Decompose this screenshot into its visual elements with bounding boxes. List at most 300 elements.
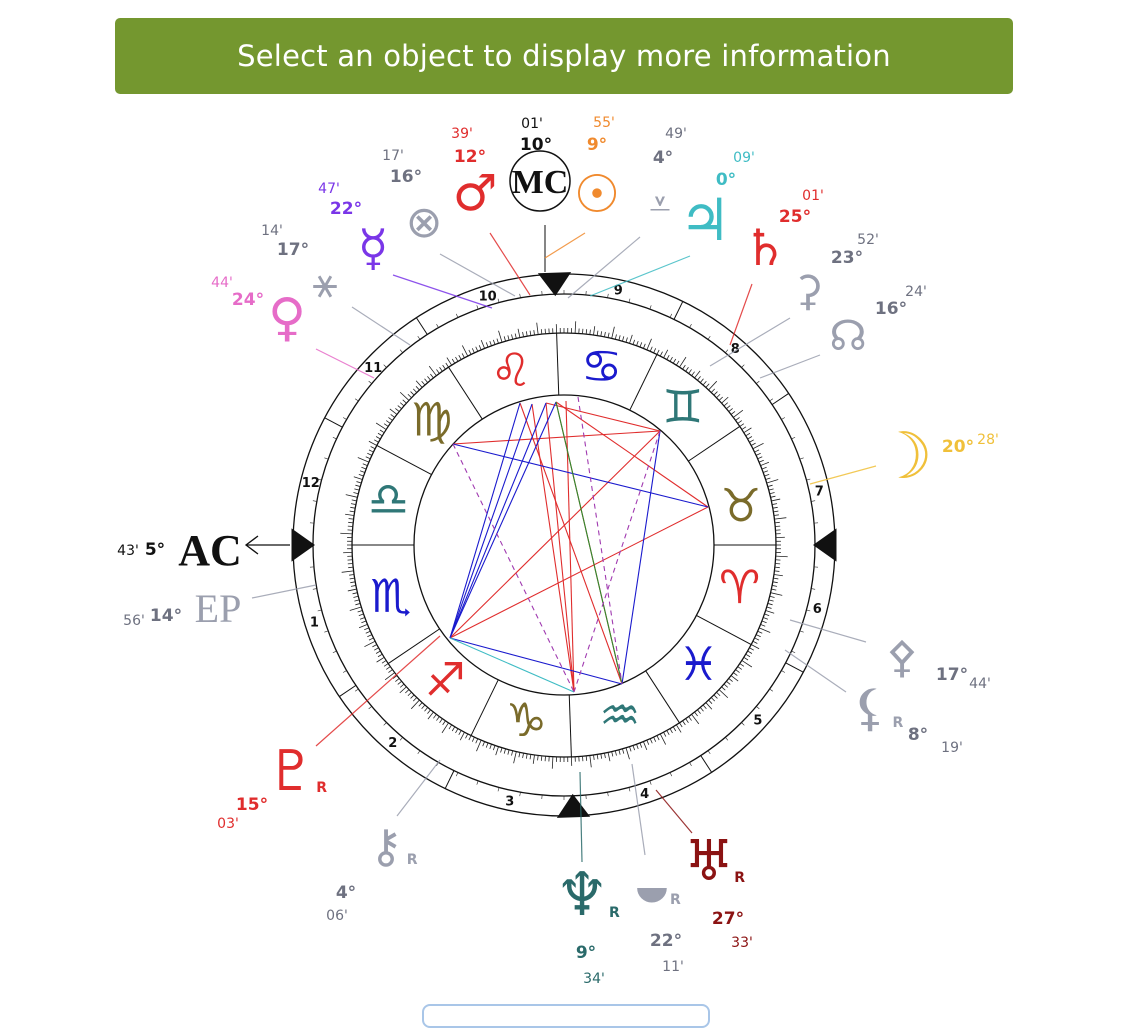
degree-tick xyxy=(612,327,615,339)
degree-tick xyxy=(367,453,372,455)
minute-label: 55' xyxy=(593,115,615,131)
degree-tick xyxy=(367,635,372,637)
degree-tick xyxy=(359,474,364,476)
axis-arrow xyxy=(557,794,590,818)
degree-tick xyxy=(427,376,430,380)
retrograde-mark: R xyxy=(670,892,681,908)
house-tick xyxy=(313,589,317,590)
degree-tick xyxy=(654,737,656,742)
house-tick xyxy=(806,479,810,480)
degree-tick xyxy=(633,745,635,750)
degree-tick xyxy=(736,670,740,673)
degree-tick xyxy=(733,673,737,676)
degree-tick xyxy=(766,478,771,480)
aspect-line xyxy=(556,402,622,684)
minute-label: 34' xyxy=(583,971,605,987)
degree-tick xyxy=(416,386,419,390)
degree-label: 8° xyxy=(908,725,928,745)
degree-tick xyxy=(753,641,757,643)
degree-tick xyxy=(771,593,783,596)
degree-tick xyxy=(377,657,385,662)
degree-tick xyxy=(443,365,446,369)
degree-tick xyxy=(711,389,714,393)
degree-tick xyxy=(751,645,759,649)
degree-tick xyxy=(376,651,380,654)
ceres-icon[interactable]: ⚳ xyxy=(793,266,824,315)
degree-tick xyxy=(508,335,509,340)
axis-arrow xyxy=(813,528,836,561)
degree-tick xyxy=(722,687,726,690)
degree-tick xyxy=(360,618,365,620)
neptune-icon[interactable]: ♆ xyxy=(555,860,609,930)
house-tick xyxy=(418,751,420,754)
degree-tick xyxy=(647,339,652,350)
house-number-4: 4 xyxy=(640,787,649,802)
degree-tick xyxy=(608,333,609,338)
degree-tick xyxy=(518,329,520,338)
degree-tick xyxy=(615,751,616,756)
aspect-line xyxy=(450,431,660,638)
house-tick xyxy=(520,294,521,298)
degree-tick xyxy=(771,496,776,497)
degree-tick xyxy=(398,406,402,409)
degree-tick xyxy=(340,533,352,534)
degree-tick xyxy=(413,698,416,702)
degree-tick xyxy=(709,700,712,704)
degree-tick xyxy=(350,607,361,611)
cusp-line xyxy=(449,367,483,419)
degree-tick xyxy=(359,614,364,616)
degree-tick xyxy=(486,342,488,347)
degree-tick xyxy=(356,482,361,483)
degree-tick xyxy=(657,350,659,354)
sign-scorpio[interactable]: ♏ xyxy=(370,569,411,623)
degree-tick xyxy=(742,427,746,430)
degree-tick xyxy=(472,737,474,742)
sign-gemini[interactable]: ♊ xyxy=(662,379,703,433)
degree-tick xyxy=(472,348,474,353)
sign-pisces[interactable]: ♓ xyxy=(678,637,719,691)
degree-tick xyxy=(371,446,375,448)
degree-tick xyxy=(436,369,439,373)
cusp-line-outer xyxy=(339,685,356,696)
degree-tick xyxy=(726,681,730,684)
degree-tick xyxy=(764,474,769,476)
degree-tick xyxy=(746,433,750,436)
mercury-icon[interactable]: ☿ xyxy=(358,219,389,277)
pallas-icon[interactable]: ⚴ xyxy=(886,632,918,683)
degree-tick xyxy=(499,331,503,342)
degree-tick xyxy=(746,654,750,657)
degree-tick xyxy=(469,350,471,354)
house-tick xyxy=(477,305,478,309)
jupiter-icon[interactable]: ♃ xyxy=(679,186,731,254)
degree-tick xyxy=(374,440,378,442)
degree-tick xyxy=(354,600,359,601)
degree-tick xyxy=(530,331,531,336)
degree-tick xyxy=(526,331,527,336)
degree-tick xyxy=(731,676,738,682)
degree-tick xyxy=(355,603,360,604)
connector-line xyxy=(397,760,440,816)
minute-label: 14' xyxy=(261,223,283,239)
node-south-icon[interactable]: ⊗ xyxy=(406,197,443,248)
degree-tick xyxy=(748,437,752,440)
aspect-line xyxy=(574,431,660,692)
chiron-icon[interactable]: ⚷ xyxy=(369,819,403,873)
venus-object[interactable] xyxy=(211,275,374,378)
degree-tick xyxy=(673,359,676,363)
degree-tick xyxy=(514,752,517,764)
degree-label: 16° xyxy=(875,299,907,319)
degree-label: 27° xyxy=(712,909,744,929)
degree-tick xyxy=(774,571,779,572)
sign-cancer[interactable]: ♋ xyxy=(581,339,622,393)
house-tick xyxy=(800,458,804,459)
degree-tick xyxy=(443,721,446,725)
saturn-icon[interactable]: ♄ xyxy=(743,219,788,277)
degree-tick xyxy=(689,369,692,373)
degree-tick xyxy=(446,363,449,367)
degree-tick xyxy=(695,371,701,378)
degree-tick xyxy=(643,742,646,750)
venus-icon[interactable]: ♀ xyxy=(268,288,306,348)
degree-tick xyxy=(770,493,775,494)
degree-tick xyxy=(428,712,434,719)
degree-tick xyxy=(667,355,669,359)
house-tick xyxy=(384,722,387,725)
connector-line xyxy=(252,585,316,598)
degree-tick xyxy=(400,687,407,693)
cusp-line-outer xyxy=(786,663,804,672)
degree-tick xyxy=(427,710,430,714)
degree-tick xyxy=(515,334,516,339)
degree-tick xyxy=(650,347,652,352)
degree-tick xyxy=(459,730,461,734)
house-number-10: 10 xyxy=(479,289,497,304)
ac-object[interactable] xyxy=(117,526,290,575)
house-number-7: 7 xyxy=(815,485,824,500)
degree-tick xyxy=(763,471,768,473)
degree-tick xyxy=(433,714,436,718)
degree-tick xyxy=(384,664,388,667)
degree-tick xyxy=(660,352,662,356)
degree-tick xyxy=(706,703,712,710)
axis-arrow xyxy=(292,528,315,561)
degree-tick xyxy=(654,348,656,353)
mars-icon[interactable]: ♂ xyxy=(453,164,498,222)
retrograde-mark: R xyxy=(407,852,418,868)
degree-label: 17° xyxy=(277,240,309,260)
degree-tick xyxy=(767,480,778,484)
degree-tick xyxy=(740,424,744,427)
aspect-line xyxy=(453,431,660,444)
degree-tick xyxy=(755,638,759,640)
house-tick xyxy=(456,772,458,776)
degree-tick xyxy=(751,443,755,445)
degree-tick xyxy=(744,428,752,433)
degree-tick xyxy=(342,571,354,572)
sign-virgo[interactable]: ♍ xyxy=(411,393,452,447)
aspect-line xyxy=(578,397,622,684)
degree-tick xyxy=(508,750,509,755)
juno-icon[interactable]: ⚹ xyxy=(312,258,337,307)
degree-tick xyxy=(601,754,602,759)
degree-tick xyxy=(736,417,740,420)
degree-tick xyxy=(726,406,730,409)
house-numbers xyxy=(302,284,824,810)
aspect-lines xyxy=(450,397,708,692)
degree-tick xyxy=(604,753,605,758)
degree-tick xyxy=(419,703,422,707)
aspect-line xyxy=(450,402,556,638)
degree-tick xyxy=(388,670,392,673)
degree-tick xyxy=(349,575,354,576)
house-number-11: 11 xyxy=(364,361,382,376)
degree-tick xyxy=(673,727,676,731)
degree-label: 10° xyxy=(520,135,552,155)
chart-objects xyxy=(117,115,999,987)
degree-tick xyxy=(348,589,357,591)
degree-tick xyxy=(762,621,767,623)
degree-tick xyxy=(738,667,742,670)
degree-tick xyxy=(731,411,735,414)
mars-object[interactable] xyxy=(451,126,530,295)
degree-tick xyxy=(376,437,380,440)
degree-tick xyxy=(460,732,464,740)
degree-label: 4° xyxy=(336,883,356,903)
minute-label: 01' xyxy=(802,188,824,204)
connector-line xyxy=(440,254,515,296)
house-tick xyxy=(629,787,630,791)
minute-label: 19' xyxy=(941,740,963,756)
degree-tick xyxy=(773,511,778,512)
vesta-icon[interactable]: ⩡ xyxy=(649,182,670,226)
pholus-icon[interactable]: ⯋ xyxy=(636,866,668,912)
degree-tick xyxy=(700,707,703,711)
degree-tick xyxy=(350,582,355,583)
uranus-object[interactable] xyxy=(656,790,753,951)
degree-tick xyxy=(657,736,659,740)
degree-label: 9° xyxy=(576,943,596,963)
house-tick xyxy=(418,336,420,339)
house-tick xyxy=(708,751,710,754)
degree-tick xyxy=(408,692,412,695)
degree-label: 0° xyxy=(716,170,736,190)
degree-tick xyxy=(756,635,761,637)
degree-tick xyxy=(630,747,632,752)
degree-tick xyxy=(350,511,355,512)
degree-tick xyxy=(706,384,709,388)
north-node-icon[interactable]: ☊ xyxy=(829,311,866,360)
degree-tick xyxy=(416,381,422,388)
connector-line xyxy=(545,233,585,258)
degree-tick xyxy=(647,740,649,745)
ep-icon[interactable]: EP xyxy=(195,586,242,631)
minute-label: 47' xyxy=(318,181,340,197)
sign-leo[interactable]: ♌ xyxy=(490,343,531,397)
degree-tick xyxy=(590,330,591,335)
degree-tick xyxy=(504,749,505,754)
degree-tick xyxy=(759,628,770,633)
degree-tick xyxy=(351,504,356,505)
degree-tick xyxy=(483,742,485,747)
cusp-line-outer xyxy=(701,756,712,773)
house-tick xyxy=(369,706,372,709)
degree-tick xyxy=(683,365,686,369)
info-banner[interactable]: Select an object to display more information xyxy=(115,18,1013,94)
degree-tick xyxy=(597,331,598,336)
sign-aries[interactable]: ♈ xyxy=(719,560,760,614)
degree-tick xyxy=(378,433,382,436)
degree-tick xyxy=(758,457,763,459)
sign-sagittarius[interactable]: ♐ xyxy=(425,653,466,707)
degree-tick xyxy=(667,730,669,734)
degree-tick xyxy=(369,450,373,452)
degree-tick xyxy=(462,353,464,357)
degree-tick xyxy=(756,453,761,455)
degree-tick xyxy=(526,754,527,759)
degree-tick xyxy=(361,467,366,469)
house-number-3: 3 xyxy=(505,794,514,809)
degree-tick xyxy=(541,329,542,334)
house-tick xyxy=(477,781,478,785)
sign-libra[interactable]: ♎ xyxy=(368,472,409,526)
degree-tick xyxy=(355,485,360,486)
minute-label: 44' xyxy=(969,676,991,692)
degree-tick xyxy=(719,397,723,400)
degree-tick xyxy=(425,707,428,711)
degree-tick xyxy=(476,347,478,352)
north-node-object[interactable] xyxy=(760,284,927,378)
house-tick xyxy=(608,294,609,298)
sun-icon[interactable]: ☉ xyxy=(574,165,621,225)
degree-label: 24° xyxy=(232,290,264,310)
house-tick xyxy=(670,772,672,776)
degree-label: 25° xyxy=(779,207,811,227)
house-tick xyxy=(690,324,692,327)
degree-tick xyxy=(447,358,452,366)
degree-tick xyxy=(349,519,354,520)
degree-tick xyxy=(469,736,471,740)
moon-icon[interactable]: ☽ xyxy=(875,420,932,494)
degree-tick xyxy=(363,464,368,466)
cusp-line xyxy=(557,333,559,395)
ac-icon[interactable]: AC xyxy=(178,526,242,575)
ep-object[interactable] xyxy=(123,585,316,631)
degree-tick xyxy=(366,631,371,633)
degree-tick xyxy=(586,756,587,761)
degree-tick xyxy=(637,341,639,346)
degree-tick xyxy=(360,471,365,473)
degree-tick xyxy=(640,342,642,347)
house-cusps xyxy=(292,272,837,818)
degree-tick xyxy=(440,719,443,723)
degree-tick xyxy=(773,582,778,583)
degree-tick xyxy=(676,361,679,365)
degree-tick xyxy=(490,744,492,749)
degree-tick xyxy=(504,336,505,341)
degree-tick xyxy=(449,725,452,729)
degree-tick xyxy=(353,596,358,597)
minute-label: 49' xyxy=(665,126,687,142)
cusp-line-outer xyxy=(772,393,789,404)
degree-tick xyxy=(749,648,753,650)
degree-tick xyxy=(768,485,773,486)
minute-label: 44' xyxy=(211,275,233,291)
uranus-icon[interactable]: ♅ xyxy=(684,829,734,894)
degree-tick xyxy=(352,500,357,501)
degree-tick xyxy=(452,359,455,363)
degree-tick xyxy=(749,440,753,442)
degree-tick xyxy=(351,585,356,586)
house-number-8: 8 xyxy=(731,342,740,357)
minute-label: 33' xyxy=(731,935,753,951)
cusp-line-outer xyxy=(416,318,427,335)
degree-label: 14° xyxy=(150,606,182,626)
degree-tick xyxy=(683,721,686,725)
moon-object[interactable] xyxy=(810,420,999,494)
degree-tick xyxy=(622,336,623,341)
house-tick xyxy=(741,722,744,725)
degree-label: 12° xyxy=(454,147,486,167)
details-panel-edge[interactable] xyxy=(422,1004,710,1028)
degree-tick xyxy=(722,397,729,403)
degree-tick xyxy=(719,690,728,698)
degree-tick xyxy=(703,705,706,709)
lilith-icon[interactable]: ⚸ xyxy=(852,679,889,737)
degree-tick xyxy=(369,441,377,445)
degree-tick xyxy=(496,747,499,756)
degree-tick xyxy=(768,603,773,604)
minute-label: 06' xyxy=(326,908,348,924)
degree-tick xyxy=(348,522,353,523)
house-tick xyxy=(355,399,358,401)
degree-tick xyxy=(538,755,539,760)
degree-tick xyxy=(388,417,392,420)
house-tick xyxy=(343,418,346,420)
chiron-object[interactable] xyxy=(326,760,440,924)
degree-tick xyxy=(575,321,576,333)
mc-icon[interactable]: MC xyxy=(512,164,569,201)
minute-label: 03' xyxy=(217,816,239,832)
house-tick xyxy=(708,336,710,339)
house-tick xyxy=(498,787,499,791)
sign-aquarius[interactable]: ♒ xyxy=(599,688,640,742)
degree-tick xyxy=(767,607,772,608)
house-tick xyxy=(629,299,630,303)
house-number-9: 9 xyxy=(614,284,623,299)
degree-tick xyxy=(533,755,534,764)
sign-capricorn[interactable]: ♑ xyxy=(506,693,547,747)
degree-tick xyxy=(350,507,355,508)
degree-tick xyxy=(738,421,742,424)
degree-tick xyxy=(761,624,766,626)
neptune-object[interactable] xyxy=(555,772,620,987)
degree-tick xyxy=(541,756,542,761)
pluto-icon[interactable]: ♇ xyxy=(266,739,316,804)
house-tick xyxy=(756,706,759,709)
degree-tick xyxy=(395,408,399,411)
house-tick xyxy=(650,781,651,785)
degree-tick xyxy=(346,495,358,498)
pallas-object[interactable] xyxy=(790,620,991,692)
connector-line xyxy=(785,650,846,692)
sign-taurus[interactable]: ♉ xyxy=(720,478,761,532)
cusp-line-outer xyxy=(325,418,343,427)
house-tick xyxy=(343,671,346,673)
degree-tick xyxy=(633,340,635,345)
